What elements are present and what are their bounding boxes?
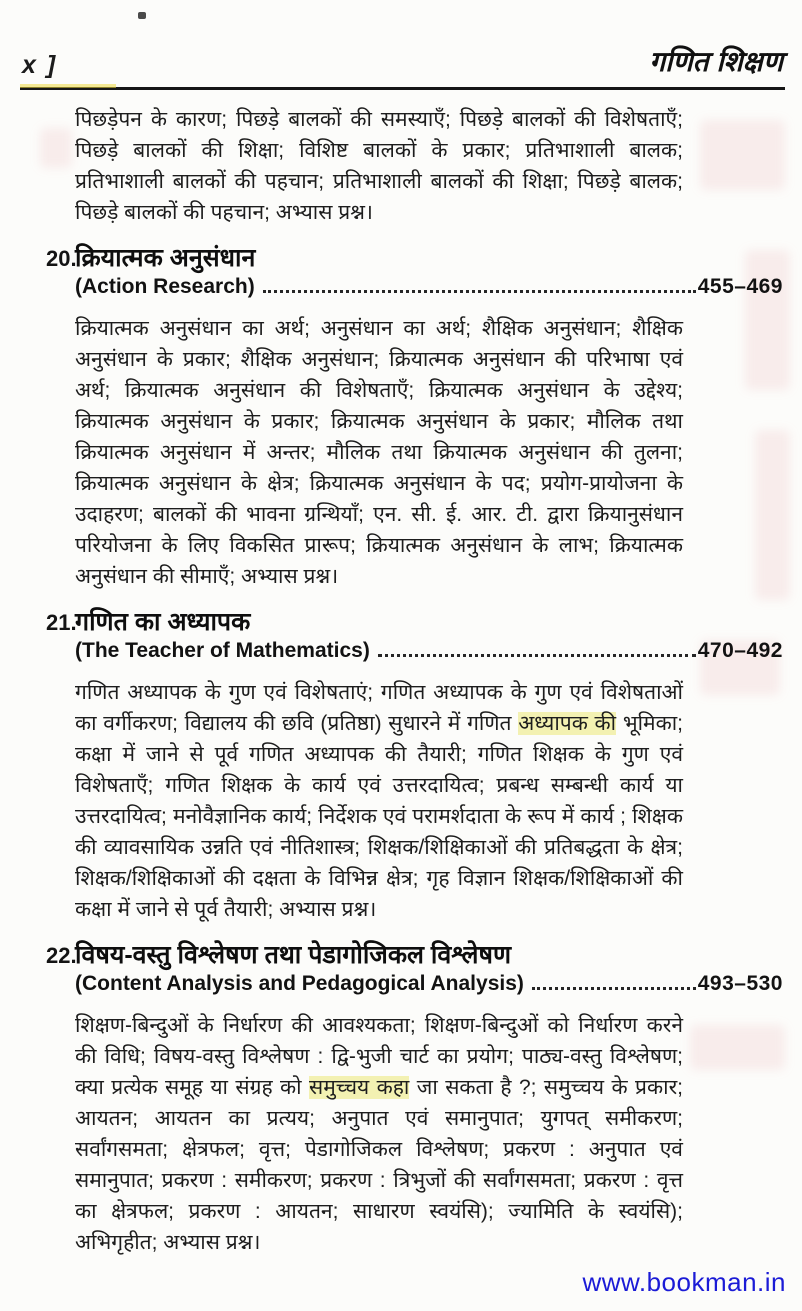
dotted-leader xyxy=(263,290,696,293)
toc-entry-22 xyxy=(46,939,783,1258)
entry-description xyxy=(75,677,683,925)
entry-leader-row xyxy=(75,639,783,670)
description-segment: शिक्षण-बिन्दुओं के निर्धारण की आवश्यकता; शिक्षण-बिन्दुओं को निर्धारण करने की विधि; विषय-वस्तु विश्लेषण : द्वि-भुजी चार्ट का प्रयोग; पाठ्य-वस्तु विश्लेषण; क्या प्रत्येक समूह या संग्रह को xyxy=(75,1014,683,1099)
scan-ghost xyxy=(755,430,790,600)
scan-ghost xyxy=(745,250,790,390)
entry-number: 20. xyxy=(46,246,77,271)
dotted-leader xyxy=(532,987,696,990)
page-number-label: x ] xyxy=(22,51,58,79)
scan-ghost xyxy=(700,120,785,190)
book-title: गणित शिक्षण xyxy=(649,46,783,77)
toc-entry-21 xyxy=(46,606,783,925)
entry-title-hindi: क्रियात्मक अनुसंधान xyxy=(75,244,256,272)
entry-leader-row xyxy=(75,275,783,306)
entry-page-range: 470–492 xyxy=(697,639,783,662)
watermark-text: www.bookman.in xyxy=(582,1267,786,1297)
entry-title-english: (Action Research) xyxy=(75,275,255,298)
entry-description: क्रियात्मक अनुसंधान का अर्थ; अनुसंधान का अर्थ; शैक्षिक अनुसंधान; शैक्षिक अनुसंधान के प्रकार; शैक्षिक अनुसंधान; क्रियात्मक अनुसंधान की परिभाषा एवं अर्थ; क्रियात्मक अनुसंधान की विशेषताएँ; क्रियात्मक अनुसंधान के उद्देश्य; क्रियात्मक अनुसंधान के प्रकार; क्रियात्मक अनुसंधान के प्रकार; मौलिक तथा क्रियात्मक अनुसंधान में अन्तर; मौलिक तथा क्रियात्मक अनुसंधान की तुलना; क्रियात्मक अनुसंधान के क्षेत्र; क्रियात्मक अनुसंधान के पद; प्रयोग-प्रायोजना के उदाहरण; बालकों की भावना ग्रन्थियाँ; एन. सी. ई. आर. टी. द्वारा क्रियानुसंधान परियोजना के लिए विकसित प्रारूप; क्रियात्मक अनुसंधान के लाभ; क्रियात्मक अनुसंधान की सीमाएँ; अभ्यास प्रश्न। xyxy=(75,317,683,588)
entry-page-range: 455–469 xyxy=(697,275,783,298)
dotted-leader xyxy=(378,654,696,657)
scan-ghost xyxy=(690,1025,785,1070)
highlighter-streak xyxy=(20,84,116,88)
entry-number: 21. xyxy=(46,610,77,635)
continuation-paragraph: पिछड़ेपन के कारण; पिछड़े बालकों की समस्याएँ; पिछड़े बालकों की विशेषताएँ; पिछड़े बालकों की शिक्षा; विशिष्ट बालकों के प्रकार; प्रतिभाशाली बालक; प्रतिभाशाली बालकों की पहचान; प्रतिभाशाली बालकों की शिक्षा; पिछड़े बालक; पिछड़े बालकों की पहचान; अभ्यास प्रश्न। xyxy=(75,108,683,224)
entry-title-hindi: विषय-वस्तु विश्लेषण तथा पेडागोजिकल विश्लेषण xyxy=(75,941,512,969)
toc-content xyxy=(0,104,802,1258)
entry-title-english: (Content Analysis and Pedagogical Analysis) xyxy=(75,972,524,995)
entry-page-range: 493–530 xyxy=(697,972,783,995)
highlight-mark: समुच्चय कहा xyxy=(309,1076,410,1099)
entry-title-hindi: गणित का अध्यापक xyxy=(75,608,251,636)
description-segment: भूमिका; कक्षा में जाने से पूर्व गणित अध्यापक की तैयारी; गणित शिक्षक के गुण एवं विशेषताएँ; गणित शिक्षक के कार्य एवं उत्तरदायित्व; प्रबन्ध सम्बन्धी कार्य या उत्तरदायित्व; मनोवैज्ञानिक कार्य; निर्देशक एवं परामर्शदाता के रूप में कार्य ; शिक्षक की व्यावसायिक उन्नति एवं नीतिशास्त्र; शिक्षक/शिक्षिकाओं की प्रतिबद्धता के क्षेत्र; शिक्षक/शिक्षिकाओं की दक्षता के विभिन्न क्षेत्र; गृह विज्ञान शिक्षक/शिक्षिकाओं की कक्षा में जाने से पूर्व तैयारी; अभ्यास प्रश्न। xyxy=(75,712,683,921)
description-segment: जा सकता है ?; समुच्चय के प्रकार; आयतन; आयतन का प्रत्यय; अनुपात एवं समानुपात; युगपत् समीकरण; सर्वांगसमता; क्षेत्रफल; वृत्त; पेडागोजिकल विश्लेषण; प्रकरण : अनुपात एवं समानुपात; प्रकरण : समीकरण; प्रकरण : त्रिभुजों की सर्वांगसमता; प्रकरण : वृत्त का क्षेत्रफल; प्रकरण : आयतन; साधारण स्वयंसि); ज्यामिति के स्वयंसि); अभिगृहीत; अभ्यास प्रश्न। xyxy=(75,1076,683,1254)
scan-ghost xyxy=(40,128,72,168)
entry-leader-row xyxy=(75,972,783,1003)
entry-description xyxy=(75,1010,683,1258)
scan-speck xyxy=(138,12,146,19)
description-segment: गणित अध्यापक के गुण एवं विशेषताएं; गणित अध्यापक के गुण एवं विशेषताओं का वर्गीकरण; विद्यालय की छवि (प्रतिष्ठा) सुधारने में गणित xyxy=(75,681,683,735)
highlight-mark: अध्यापक की xyxy=(518,712,617,735)
toc-entry-20 xyxy=(46,242,783,592)
entry-title-english: (The Teacher of Mathematics) xyxy=(75,639,370,662)
entry-number: 22. xyxy=(46,943,77,968)
page-header xyxy=(20,0,785,90)
